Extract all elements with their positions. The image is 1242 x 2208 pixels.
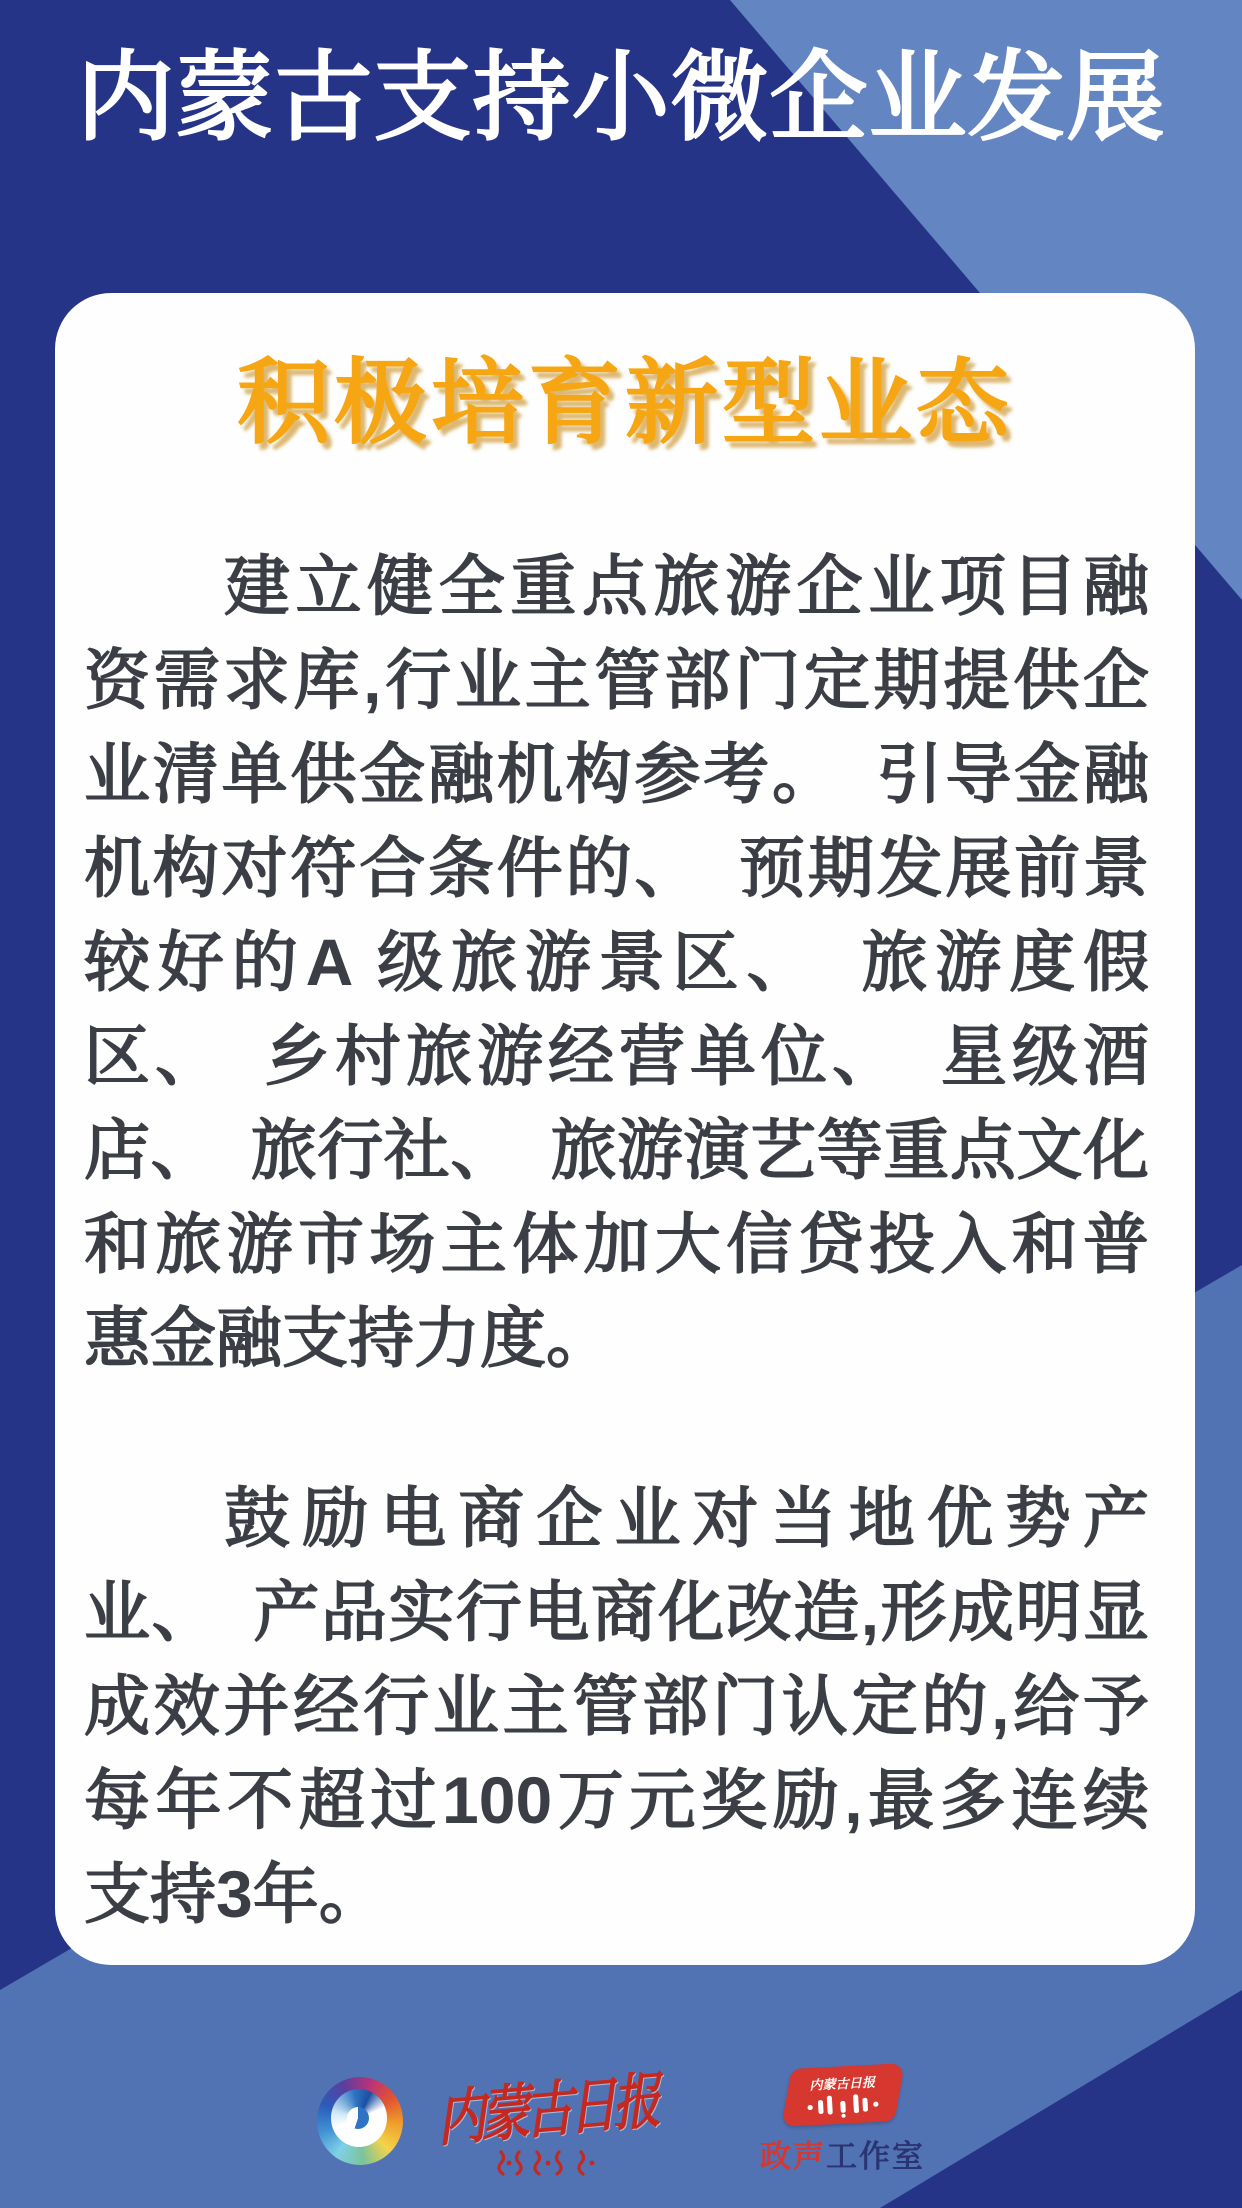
studio-name	[760, 2131, 925, 2176]
text-line: 每年不超过100万元奖励,最多连续	[84, 1763, 1149, 1837]
text-line: 资需求库,行业主管部门定期提供企	[84, 643, 1149, 717]
page-title: 内蒙古支持小微企业发展	[76, 42, 1166, 152]
card-heading: 积极培育新型业态	[237, 351, 1013, 455]
text-line: 支持3年。	[84, 1857, 385, 1931]
text-line: 机构对符合条件的、 预期发展前景	[84, 831, 1149, 905]
studio-logo	[760, 2066, 925, 2176]
text-line: 鼓励电商企业对当地优势产	[224, 1481, 1149, 1555]
text-line: 店、 旅行社、 旅游演艺等重点文化	[84, 1113, 1149, 1187]
text-line: 成效并经行业主管部门认定的,给予	[84, 1669, 1149, 1743]
footer-logos	[0, 2056, 1242, 2186]
studio-name-red: 政声	[760, 2139, 826, 2174]
text-line: 建立健全重点旅游企业项目融	[224, 549, 1149, 623]
text-line: 较好的A 级旅游景区、 旅游度假	[84, 925, 1149, 999]
mongolian-script-icon	[493, 2150, 601, 2176]
text-line: 惠金融支持力度。	[84, 1301, 612, 1375]
paragraph-2	[84, 1471, 1149, 1941]
content-card	[55, 293, 1195, 1965]
body-text	[55, 539, 1195, 1941]
flag-icon	[781, 2063, 905, 2127]
text-line: 业、 产品实行电商化改造,形成明显	[84, 1575, 1149, 1649]
soundbars-icon	[804, 2092, 882, 2120]
studio-name-dark: 工作室	[826, 2139, 925, 2174]
paragraph-1	[84, 539, 1149, 1385]
newspaper-name: 内蒙古日报	[435, 2066, 658, 2154]
text-line: 区、 乡村旅游经营单位、 星级酒	[84, 1019, 1149, 1093]
newspaper-swirl-icon	[317, 2077, 403, 2165]
flag-label: 内蒙古日报	[808, 2074, 876, 2093]
text-line: 和旅游市场主体加大信贷投入和普	[84, 1207, 1149, 1281]
newspaper-logo	[317, 2066, 674, 2176]
text-line: 业清单供金融机构参考。 引导金融	[84, 737, 1149, 811]
